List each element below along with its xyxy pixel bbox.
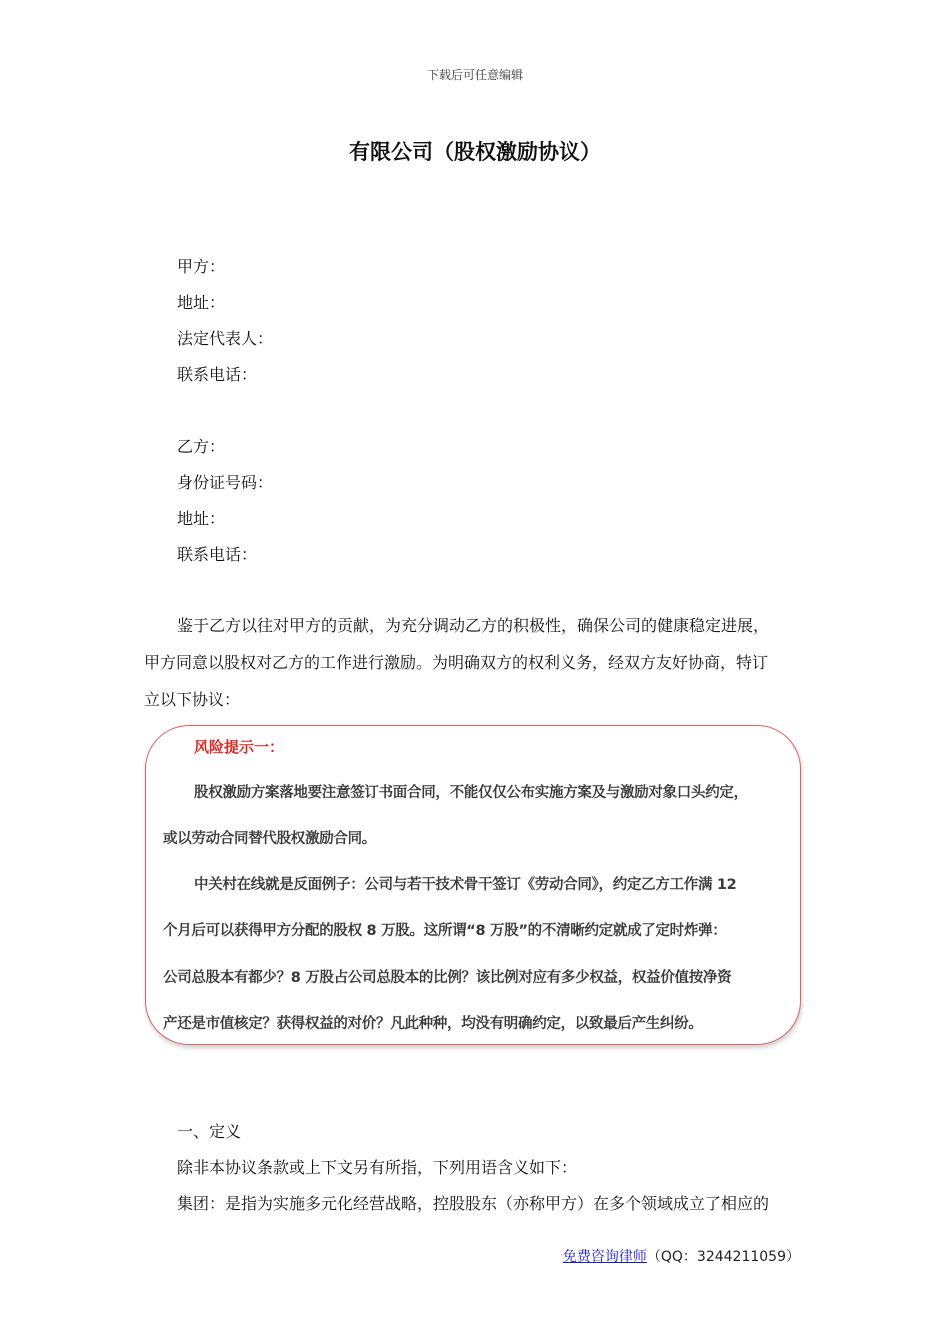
risk-tip-line: 或以劳动合同替代股权激励合同。 — [163, 831, 376, 847]
section-paragraph-line: 集团：是指为实施多元化经营战略，控股股东（亦称甲方）在多个领域成立了相应的 — [177, 1194, 770, 1213]
intro-paragraph — [144, 607, 814, 718]
risk-tip-line: 中关村在线就是反面例子：公司与若干技术骨干签订《劳动合同》，约定乙方工作满 12 — [194, 877, 737, 893]
party-a-phone-label: 联系电话： — [177, 365, 258, 384]
footer-consult — [563, 1246, 800, 1266]
party-a-legal-rep-label: 法定代表人： — [177, 329, 274, 348]
party-a-label: 甲方： — [177, 257, 226, 276]
header-note: 下载后可任意编辑 — [426, 68, 523, 82]
intro-line-3: 立以下协议： — [144, 690, 241, 709]
party-a-address-label: 地址： — [177, 293, 226, 312]
footer-qq-text: （QQ：3244211059） — [646, 1249, 800, 1265]
section-heading-definitions: 一、定义 — [177, 1122, 242, 1141]
document-title: 有限公司（股权激励协议） — [349, 140, 601, 164]
intro-line-1: 鉴于乙方以往对甲方的贡献，为充分调动乙方的积极性，确保公司的健康稳定进展， — [177, 616, 770, 635]
party-b-label: 乙方： — [177, 437, 226, 456]
consult-lawyer-link[interactable]: 免费咨询律师 — [562, 1249, 647, 1265]
party-b-phone-label: 联系电话： — [177, 545, 258, 564]
party-b-address-label: 地址： — [177, 509, 226, 528]
risk-tip-line: 公司总股本有都少？8 万股占公司总股本的比例？该比例对应有多少权益，权益价值按净资 — [163, 970, 732, 986]
risk-tip-line: 股权激励方案落地要注意签订书面合同，不能仅仅公布实施方案及与激励对象口头约定， — [194, 785, 748, 801]
section-paragraph-line: 除非本协议条款或上下文另有所指，下列用语含义如下： — [177, 1158, 578, 1177]
risk-tip-line: 个月后可以获得甲方分配的股权 8 万股。这所谓“8 万股”的不清晰约定就成了定时炸弹： — [163, 923, 727, 939]
risk-tip-title: 风险提示一： — [194, 738, 285, 756]
intro-line-2: 甲方同意以股权对乙方的工作进行激励。为明确双方的权利义务，经双方友好协商，特订 — [144, 653, 769, 672]
party-b-id-label: 身份证号码： — [177, 473, 274, 492]
risk-tip-line: 产还是市值核定？获得权益的对价？凡此种种，均没有明确约定，以致最后产生纠纷。 — [163, 1016, 703, 1032]
